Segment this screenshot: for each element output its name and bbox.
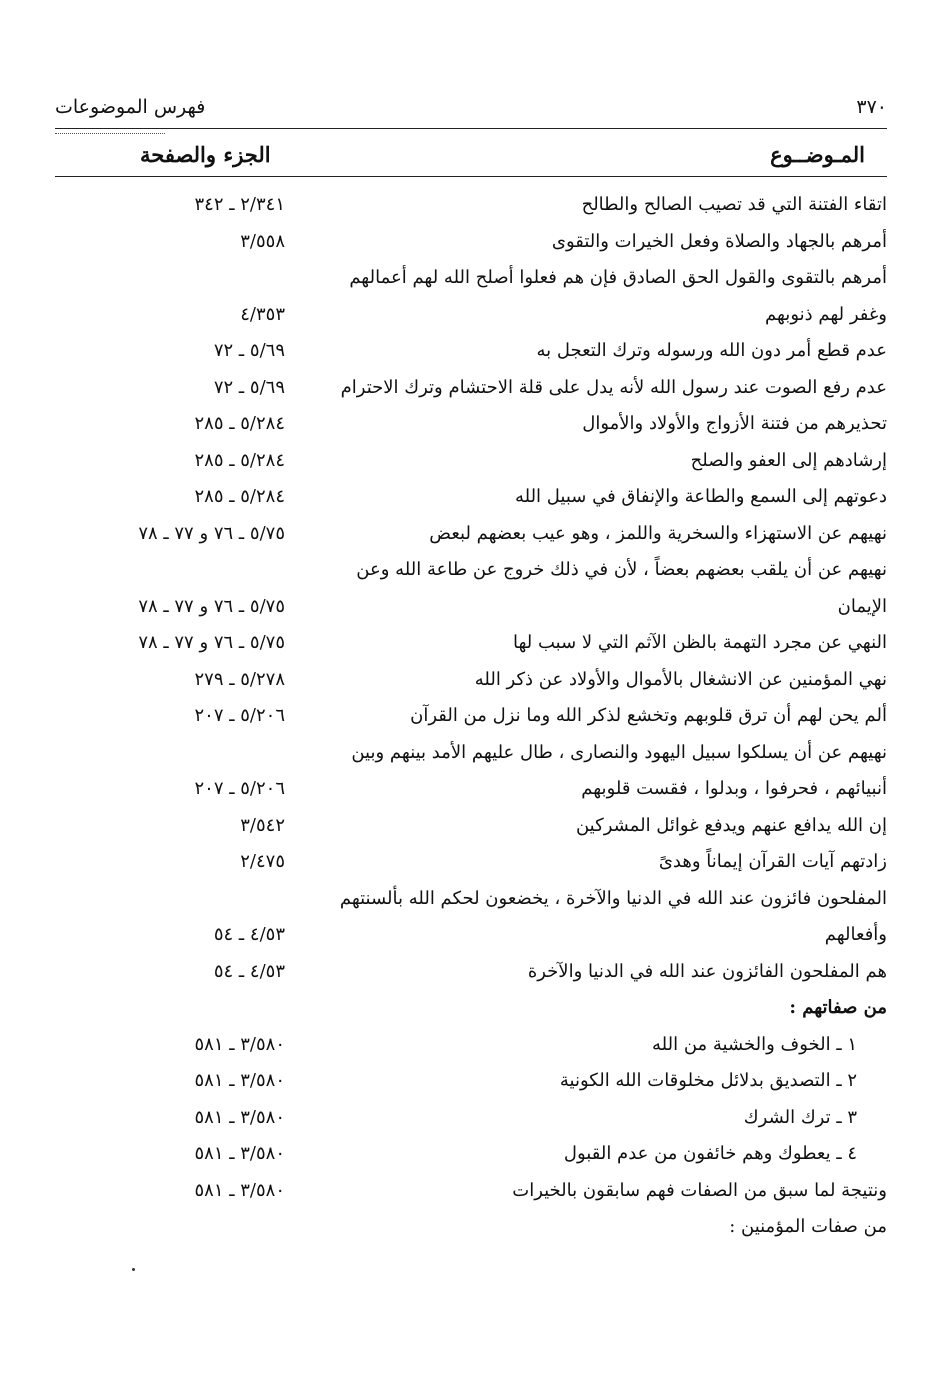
table-row xyxy=(0,409,947,446)
topic-text: ١ ـ الخوف والخشية من الله xyxy=(652,1033,857,1055)
table-row xyxy=(0,592,947,629)
table-row xyxy=(0,482,947,519)
topic-text: نهي المؤمنين عن الانشغال بالأموال والأولاد عن ذكر الله xyxy=(474,668,887,690)
volume-page-ref: ٣/٥٨٠ ـ ٥٨١ xyxy=(194,1070,285,1091)
page-mark xyxy=(132,1268,135,1271)
table-row xyxy=(0,373,947,410)
table-row xyxy=(0,701,947,738)
volume-page-ref: ٥/٧٥ ـ ٧٦ و ٧٧ ـ ٧٨ xyxy=(138,595,285,617)
table-row xyxy=(0,665,947,702)
volume-page-ref: ٥/٢٠٦ ـ ٢٠٧ xyxy=(194,778,285,799)
volume-page-ref: ٥/٦٩ ـ ٧٢ xyxy=(213,376,285,398)
topic-text: ٢ ـ التصديق بدلائل مخلوقات الله الكونية xyxy=(559,1070,857,1091)
topic-text: أنبيائهم ، فحرفوا ، وبدلوا ، فقست قلوبهم xyxy=(581,778,887,799)
volume-page-ref: ٣/٥٥٨ xyxy=(240,230,285,252)
volume-page-ref: ٢/٤٧٥ xyxy=(240,851,285,872)
table-row xyxy=(0,920,947,957)
table-row xyxy=(0,336,947,373)
table-row xyxy=(0,774,947,811)
topic-text: اتقاء الفتنة التي قد تصيب الصالح والطالح xyxy=(581,194,887,215)
topic-text: نهيهم عن أن يلقب بعضهم بعضاً ، لأن في ذلك خروج عن طاعة الله وعن xyxy=(356,559,887,580)
table-row xyxy=(0,628,947,665)
table-row xyxy=(0,300,947,337)
topic-text: من صفات المؤمنين : xyxy=(729,1216,887,1237)
topic-text: الإيمان xyxy=(837,595,887,617)
table-row xyxy=(0,1066,947,1103)
table-row xyxy=(0,1103,947,1140)
table-row xyxy=(0,993,947,1030)
topic-text: إرشادهم إلى العفو والصلح xyxy=(690,449,887,471)
running-head xyxy=(55,96,887,126)
topic-text: عدم رفع الصوت عند رسول الله لأنه يدل على قلة الاحتشام وترك الاحترام xyxy=(340,376,887,398)
volume-page-ref: ٣/٥٤٢ xyxy=(240,814,285,836)
table-row xyxy=(0,884,947,921)
topic-text: وغفر لهم ذنوبهم xyxy=(765,303,887,325)
volume-page-ref: ٣/٥٨٠ ـ ٥٨١ xyxy=(194,1179,285,1201)
table-row xyxy=(0,446,947,483)
topic-text: نهيهم عن الاستهزاء والسخرية واللمز ، وهو عيب بعضهم لبعض xyxy=(429,522,887,544)
table-row xyxy=(0,190,947,227)
volume-page-ref: ٣/٥٨٠ ـ ٥٨١ xyxy=(194,1033,285,1055)
topic-text: ٣ ـ ترك الشرك xyxy=(743,1106,857,1128)
topic-text: النهي عن مجرد التهمة بالظن الآثم التي لا سبب لها xyxy=(513,632,887,653)
volume-page-ref: ٥/٧٥ ـ ٧٦ و ٧٧ ـ ٧٨ xyxy=(138,522,285,544)
table-row xyxy=(0,847,947,884)
topic-text: تحذيرهم من فتنة الأزواج والأولاد والأموال xyxy=(582,413,887,434)
volume-page-ref: ٥/٢٨٤ ـ ٢٨٥ xyxy=(194,486,285,507)
column-header-reference: الجزء والصفحة xyxy=(140,142,271,167)
volume-page-ref: ٥/٦٩ ـ ٧٢ xyxy=(213,340,285,361)
table-row xyxy=(0,1030,947,1067)
topic-text: أمرهم بالجهاد والصلاة وفعل الخيرات والتقوى xyxy=(551,230,887,252)
table-row xyxy=(0,1139,947,1176)
topic-text: زادتهم آيات القرآن إيماناً وهدىً xyxy=(658,851,887,872)
topic-text: هم المفلحون الفائزون عند الله في الدنيا والآخرة xyxy=(527,960,887,982)
topic-text: دعوتهم إلى السمع والطاعة والإنفاق في سبيل الله xyxy=(514,486,887,507)
volume-page-ref: ٢/٣٤١ ـ ٣٤٢ xyxy=(194,194,285,215)
volume-page-ref: ٥/٢٠٦ ـ ٢٠٧ xyxy=(194,705,285,726)
volume-page-ref: ٥/٢٧٨ ـ ٢٧٩ xyxy=(194,668,285,690)
page-number: ٣٧٠ xyxy=(856,96,887,118)
topic-text: المفلحون فائزون عند الله في الدنيا والآخرة ، يخضعون لحكم الله بألسنتهم xyxy=(339,887,887,909)
table-row xyxy=(0,519,947,556)
header-dotted-rule xyxy=(55,133,165,134)
volume-page-ref: ٤/٣٥٣ xyxy=(240,303,285,325)
topic-text: أمرهم بالتقوى والقول الحق الصادق فإن هم فعلوا أصلح الله لهم أعمالهم xyxy=(349,267,887,288)
header-rule xyxy=(55,128,887,129)
volume-page-ref: ٤/٥٣ ـ ٥٤ xyxy=(213,924,285,945)
volume-page-ref: ٣/٥٨٠ ـ ٥٨١ xyxy=(194,1143,285,1164)
table-row xyxy=(0,1176,947,1213)
topic-text: ٤ ـ يعطوك وهم خائفون من عدم القبول xyxy=(563,1143,857,1164)
column-header-topic: المـوضــوع xyxy=(770,142,865,167)
table-row xyxy=(0,227,947,264)
topic-text: من صفاتهم : xyxy=(789,997,887,1018)
volume-page-ref: ٥/٢٨٤ ـ ٢٨٥ xyxy=(194,449,285,471)
index-table xyxy=(0,190,947,1249)
table-row xyxy=(0,263,947,300)
table-row xyxy=(0,555,947,592)
volume-page-ref: ٤/٥٣ ـ ٥٤ xyxy=(213,960,285,982)
topic-text: نهيهم عن أن يسلكوا سبيل اليهود والنصارى ، طال عليهم الأمد بينهم وبين xyxy=(351,741,887,763)
table-row xyxy=(0,738,947,775)
running-title: فهرس الموضوعات xyxy=(55,96,206,118)
topic-text: إن الله يدافع عنهم ويدفع غوائل المشركين xyxy=(575,814,887,836)
table-row xyxy=(0,957,947,994)
topic-text: ونتيجة لما سبق من الصفات فهم سابقون بالخيرات xyxy=(512,1179,887,1201)
table-row xyxy=(0,1212,947,1249)
column-header-rule xyxy=(55,176,887,177)
topic-text: وأفعالهم xyxy=(824,924,887,945)
volume-page-ref: ٥/٢٨٤ ـ ٢٨٥ xyxy=(194,413,285,434)
table-row xyxy=(0,811,947,848)
volume-page-ref: ٣/٥٨٠ ـ ٥٨١ xyxy=(194,1106,285,1128)
volume-page-ref: ٥/٧٥ ـ ٧٦ و ٧٧ ـ ٧٨ xyxy=(138,632,285,653)
topic-text: ألم يحن لهم أن ترق قلوبهم وتخشع لذكر الله وما نزل من القرآن xyxy=(410,705,887,726)
topic-text: عدم قطع أمر دون الله ورسوله وترك التعجل به xyxy=(536,340,887,361)
